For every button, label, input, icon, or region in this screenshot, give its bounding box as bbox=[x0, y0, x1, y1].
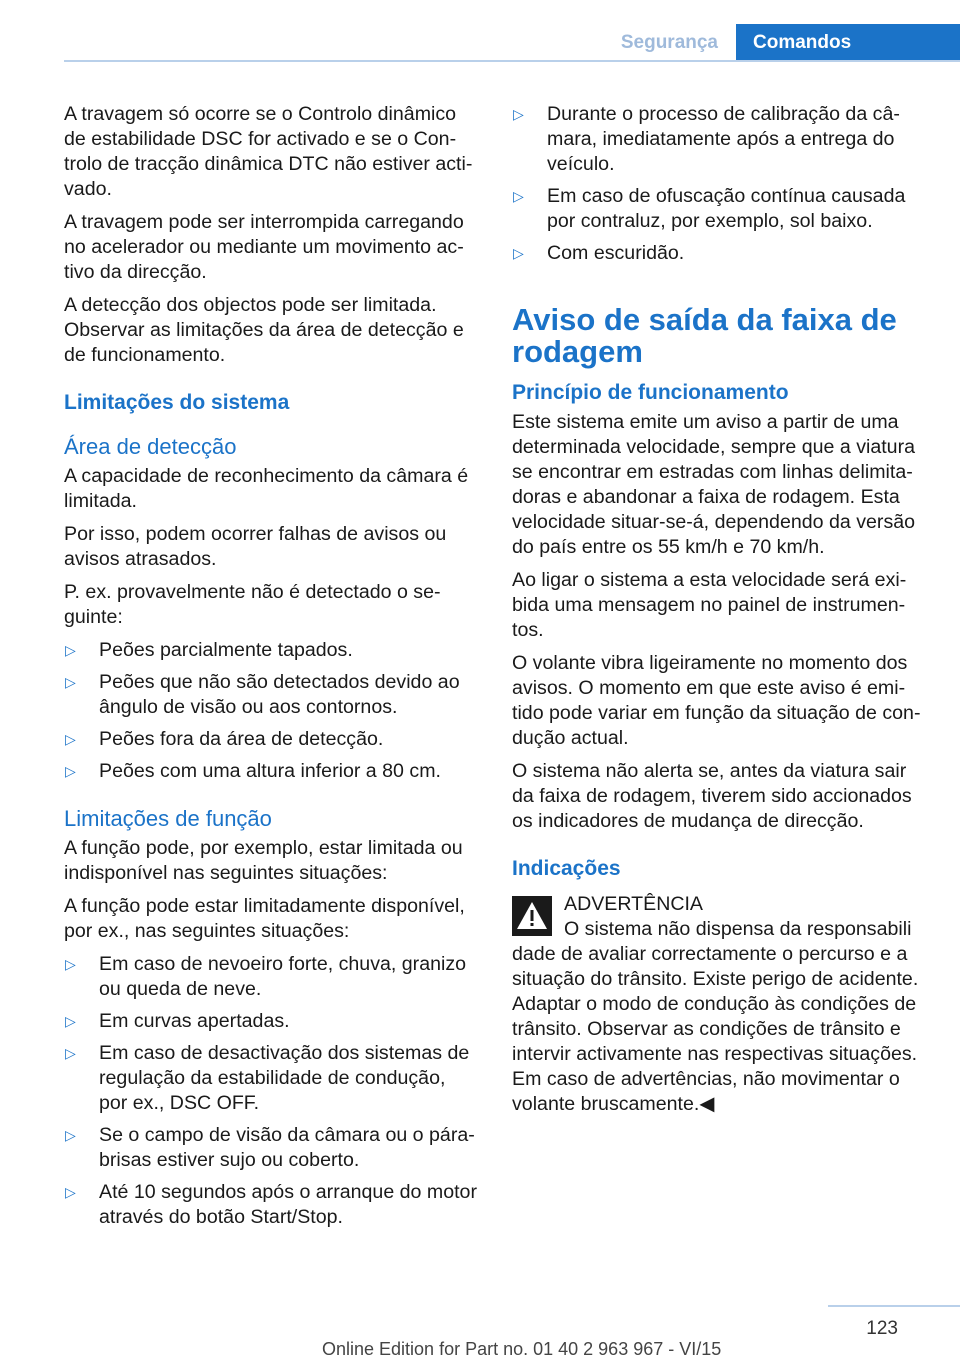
page-number: 123 bbox=[866, 1318, 898, 1339]
list-item: ▷ Peões com uma altura inferior a 80 cm. bbox=[65, 760, 441, 782]
paragraph: A capacidade de reconhecimento da câmara é limitada. bbox=[64, 465, 469, 512]
right-column bbox=[512, 102, 926, 1117]
list-item: ▷ Se o campo de visão da câmara ou o pára-brisas estiver sujo ou coberto. bbox=[65, 1124, 475, 1171]
paragraph: Este sistema emite um aviso a partir de uma determinada velocidade, sempre que a viatura se encontrar em estradas com linhas delimitadoras e abandonar a faixa de rodagem. Esta velocidade situar-se-á, dependendo da versão do país entre os 55 km/h e 70 km/h. bbox=[512, 411, 916, 558]
section-title-lane-departure: Aviso de saída da faixa de rodagem bbox=[512, 302, 897, 369]
list-item: ▷ Em caso de ofuscação contínua causada por contraluz, por exemplo, sol baixo. bbox=[513, 185, 906, 232]
paragraph: A detecção dos objectos pode ser limitada. Observar as limitações da área de detecção e de funcionamento. bbox=[64, 294, 464, 366]
edition-footer: Online Edition for Part no. 01 40 2 963 967 - VI/15 bbox=[322, 1339, 722, 1359]
list-item: ▷ Em curvas apertadas. bbox=[65, 1010, 290, 1032]
triangle-bullet-icon: ▷ bbox=[65, 763, 76, 779]
warning-title: ADVERTÊNCIA bbox=[564, 893, 704, 915]
subheading-principle: Princípio de funcionamento bbox=[512, 381, 789, 404]
running-header bbox=[64, 24, 960, 62]
left-column bbox=[64, 102, 478, 1237]
list-item: ▷ Até 10 segundos após o arranque do motor através do botão Start/Stop. bbox=[65, 1181, 477, 1228]
triangle-bullet-icon: ▷ bbox=[513, 106, 524, 122]
triangle-bullet-icon: ▷ bbox=[65, 731, 76, 747]
triangle-bullet-icon: ▷ bbox=[65, 642, 76, 658]
warning-triangle-icon bbox=[512, 896, 552, 936]
paragraph: A travagem pode ser interrompida carregando no acelerador ou mediante um movimento activo da direcção. bbox=[64, 211, 464, 283]
list-item: ▷ Em caso de nevoeiro forte, chuva, granizo ou queda de neve. bbox=[65, 953, 467, 1000]
bullet-list-situations bbox=[64, 952, 478, 1230]
bullet-list-continued bbox=[512, 102, 926, 266]
subheading-function-limits: Limitações de função bbox=[64, 806, 272, 831]
warning-text: dade de avaliar correctamente o percurso e a situação do trânsito. Existe perigo de acidente. Adaptar o modo de condução às condições de trânsito. Observar as condições de trânsito e intervir activamente nas respectivas situações. Em caso de advertências, não movimentar o volante bruscamente.◀ bbox=[512, 943, 919, 1115]
paragraph: O sistema não alerta se, antes da viatura sair da faixa de rodagem, tiverem sido accionados os indicadores de mudança de direcção. bbox=[512, 760, 912, 832]
list-item: ▷ Peões fora da área de detecção. bbox=[65, 728, 384, 750]
page-number-rule bbox=[828, 1305, 960, 1307]
triangle-bullet-icon: ▷ bbox=[65, 1013, 76, 1029]
paragraph: Por isso, podem ocorrer falhas de avisos ou avisos atrasados. bbox=[64, 523, 447, 570]
triangle-bullet-icon: ▷ bbox=[65, 1127, 76, 1143]
triangle-bullet-icon: ▷ bbox=[65, 1045, 76, 1061]
paragraph: Ao ligar o sistema a esta velocidade será exibida uma mensagem no painel de instrumentos. bbox=[512, 569, 907, 641]
tab-seguranca[interactable]: Segurança bbox=[620, 32, 718, 53]
subheading-indications: Indicações bbox=[512, 857, 621, 880]
paragraph: A função pode, por exemplo, estar limitada ou indisponível nas seguintes situações: bbox=[64, 837, 463, 884]
paragraph: P. ex. provavelmente não é detectado o seguinte: bbox=[64, 581, 441, 628]
warning-box bbox=[512, 892, 926, 1117]
paragraph: A função pode estar limitadamente disponível, por ex., nas seguintes situações: bbox=[64, 895, 465, 942]
triangle-bullet-icon: ▷ bbox=[65, 956, 76, 972]
list-item: ▷ Com escuridão. bbox=[513, 242, 685, 264]
paragraph: O volante vibra ligeiramente no momento dos avisos. O momento em que este aviso é emitido pode variar em função da situação de condução actual. bbox=[512, 652, 921, 749]
list-item: ▷ Peões que não são detectados devido ao ângulo de visão ou aos contornos. bbox=[65, 671, 460, 718]
section-heading-system-limits: Limitações do sistema bbox=[64, 391, 290, 414]
list-item: ▷ Peões parcialmente tapados. bbox=[65, 639, 353, 661]
tab-comandos[interactable]: Comandos bbox=[736, 24, 960, 62]
list-item: ▷ Durante o processo de calibração da câmara, imediatamente após a entrega do veículo. bbox=[513, 103, 900, 175]
triangle-bullet-icon: ▷ bbox=[513, 188, 524, 204]
subheading-detection-area: Área de detecção bbox=[64, 434, 237, 459]
warning-text: O sistema não dispensa da responsabili bbox=[564, 918, 912, 940]
triangle-bullet-icon: ▷ bbox=[65, 674, 76, 690]
list-item: ▷ Em caso de desactivação dos sistemas de regulação da estabilidade de condução, por ex., DSC OFF. bbox=[65, 1042, 470, 1114]
paragraph: A travagem só ocorre se o Controlo dinâmico de estabilidade DSC for activado e se o Controlo de tracção dinâmica DTC não estiver activado. bbox=[64, 103, 473, 200]
header-rule bbox=[64, 60, 960, 62]
bullet-list-undetected bbox=[64, 638, 478, 784]
triangle-bullet-icon: ▷ bbox=[513, 245, 524, 261]
triangle-bullet-icon: ▷ bbox=[65, 1184, 76, 1200]
